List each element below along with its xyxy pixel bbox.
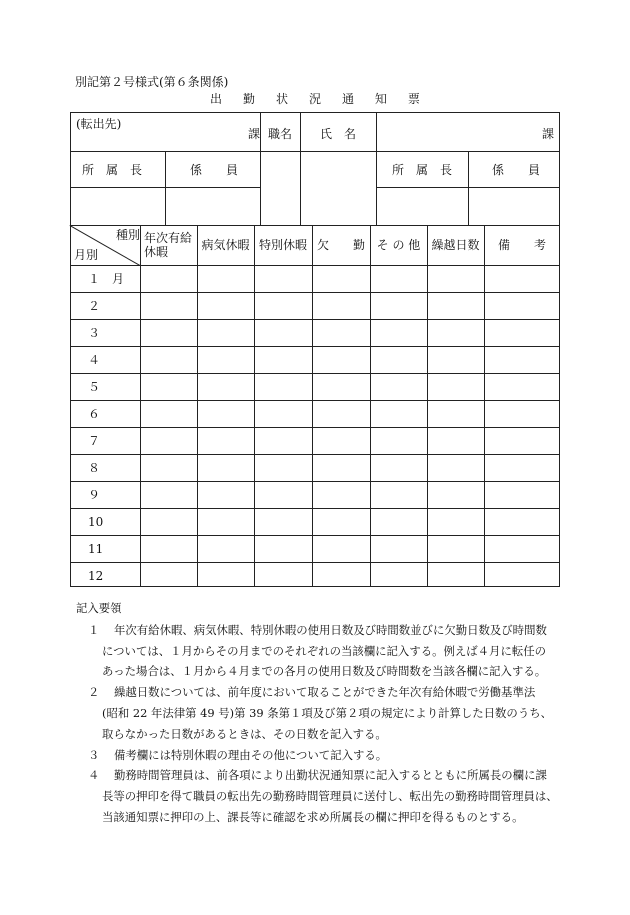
grid-line	[312, 225, 313, 586]
ka-right-label: 課	[542, 127, 555, 141]
grid-line	[370, 225, 371, 586]
grid-line	[70, 373, 560, 374]
instruction-line: 繰越日数については、前年度において取ることができた年次有給休暇で労働基準法	[114, 685, 536, 700]
grid-line	[70, 292, 560, 293]
grid-line	[427, 225, 428, 586]
instruction-number: １	[88, 622, 100, 637]
column-header: 病気休暇	[201, 238, 250, 252]
title-char: 状	[275, 92, 288, 106]
instruction-number: ２	[88, 685, 100, 700]
title-char: 出	[210, 92, 223, 106]
corner-type-label: 種別	[116, 228, 141, 242]
month-label: ６	[88, 407, 101, 421]
grid-line	[70, 265, 560, 266]
name-label: 氏 名	[320, 127, 357, 141]
instruction-item	[76, 765, 558, 827]
title-char: 通	[341, 92, 354, 106]
month-label: ２	[88, 299, 101, 313]
instruction-item	[76, 745, 558, 766]
grid-line	[70, 508, 560, 509]
instruction-line: については、１月からその月までのそれぞれの当該欄に記入する。例えば４月に転任の	[102, 643, 547, 658]
instruction-number: ４	[88, 768, 100, 783]
title-char: 勤	[242, 92, 255, 106]
title-char: 況	[308, 92, 321, 106]
instruction-line: 年次有給休暇、病気休暇、特別休暇の使用日数及び時間数並びに欠勤日数及び時間数	[114, 622, 547, 637]
month-label: 11	[88, 542, 104, 556]
month-label: ３	[88, 326, 101, 340]
clerk-right-label: 係 員	[492, 163, 541, 177]
instructions-heading: 記入要領	[76, 601, 122, 615]
grid-line	[70, 481, 560, 482]
grid-line	[70, 562, 560, 563]
column-header: 年次有給休暇	[144, 231, 193, 259]
instruction-line: あった場合は、１月から４月までの各月の使用日数及び時間数を当該各欄に記入する。	[102, 664, 547, 679]
instruction-line: 勤務時間管理員は、前各項により出勤状況通知票に記入するとともに所属長の欄に課	[114, 768, 547, 783]
instructions-list	[76, 620, 558, 828]
column-header: そ の 他	[376, 238, 421, 252]
month-label: ９	[88, 488, 101, 502]
grid-line	[140, 225, 141, 586]
department-head-left-label: 所 属 長	[82, 163, 143, 177]
month-label: ４	[88, 353, 101, 367]
instruction-line: (昭和 22 年法律第 49 号)第 39 条第１項及び第２項の規定により計算した日数のうち、	[102, 705, 552, 720]
instruction-number: ３	[88, 747, 100, 762]
column-header: 備 考	[497, 238, 546, 252]
instruction-item	[76, 620, 558, 682]
grid-line	[70, 400, 560, 401]
corner-month-label: 月別	[74, 248, 99, 262]
form-title	[210, 90, 420, 107]
department-head-right-label: 所 属 長	[392, 163, 453, 177]
grid-line	[254, 225, 255, 586]
month-label: 12	[88, 569, 104, 583]
instruction-line: 取らなかった日数があるときは、その日数を記入する。	[102, 726, 387, 741]
instruction-item	[76, 682, 558, 744]
grid-line	[70, 535, 560, 536]
instructions	[76, 598, 558, 828]
month-label: ８	[88, 461, 101, 475]
month-label: １ 月	[88, 272, 125, 286]
job-title-label: 職名	[268, 127, 293, 141]
grid-line	[70, 346, 560, 347]
grid-line	[70, 454, 560, 455]
clerk-left-label: 係 員	[190, 163, 239, 177]
ka-left-label: 課	[248, 127, 261, 141]
column-header: 特別休暇	[258, 238, 307, 252]
month-label: 10	[88, 515, 104, 529]
transfer-destination-label: (転出先)	[76, 117, 122, 131]
title-char: 知	[374, 92, 387, 106]
form-label: 別記第２号様式(第６条関係)	[75, 75, 229, 89]
attendance-report-table	[70, 112, 560, 586]
grid-line	[70, 319, 560, 320]
column-header: 繰越日数	[431, 238, 480, 252]
grid-line	[197, 225, 198, 586]
instruction-line: 当該通知票に押印の上、課長等に確認を求め所属長の欄に押印を得るものとする。	[102, 809, 524, 824]
instruction-line: 備考欄には特別休暇の理由その他について記入する。	[114, 747, 388, 762]
month-label: ５	[88, 380, 101, 394]
title-char: 票	[407, 92, 420, 106]
column-header: 欠 勤	[316, 238, 365, 252]
month-label: ７	[88, 434, 101, 448]
grid-line	[484, 225, 485, 586]
grid-line	[70, 427, 560, 428]
instruction-line: 長等の押印を得て職員の転出先の勤務時間管理員に送付し、転出先の勤務時間管理員は、	[102, 789, 558, 804]
